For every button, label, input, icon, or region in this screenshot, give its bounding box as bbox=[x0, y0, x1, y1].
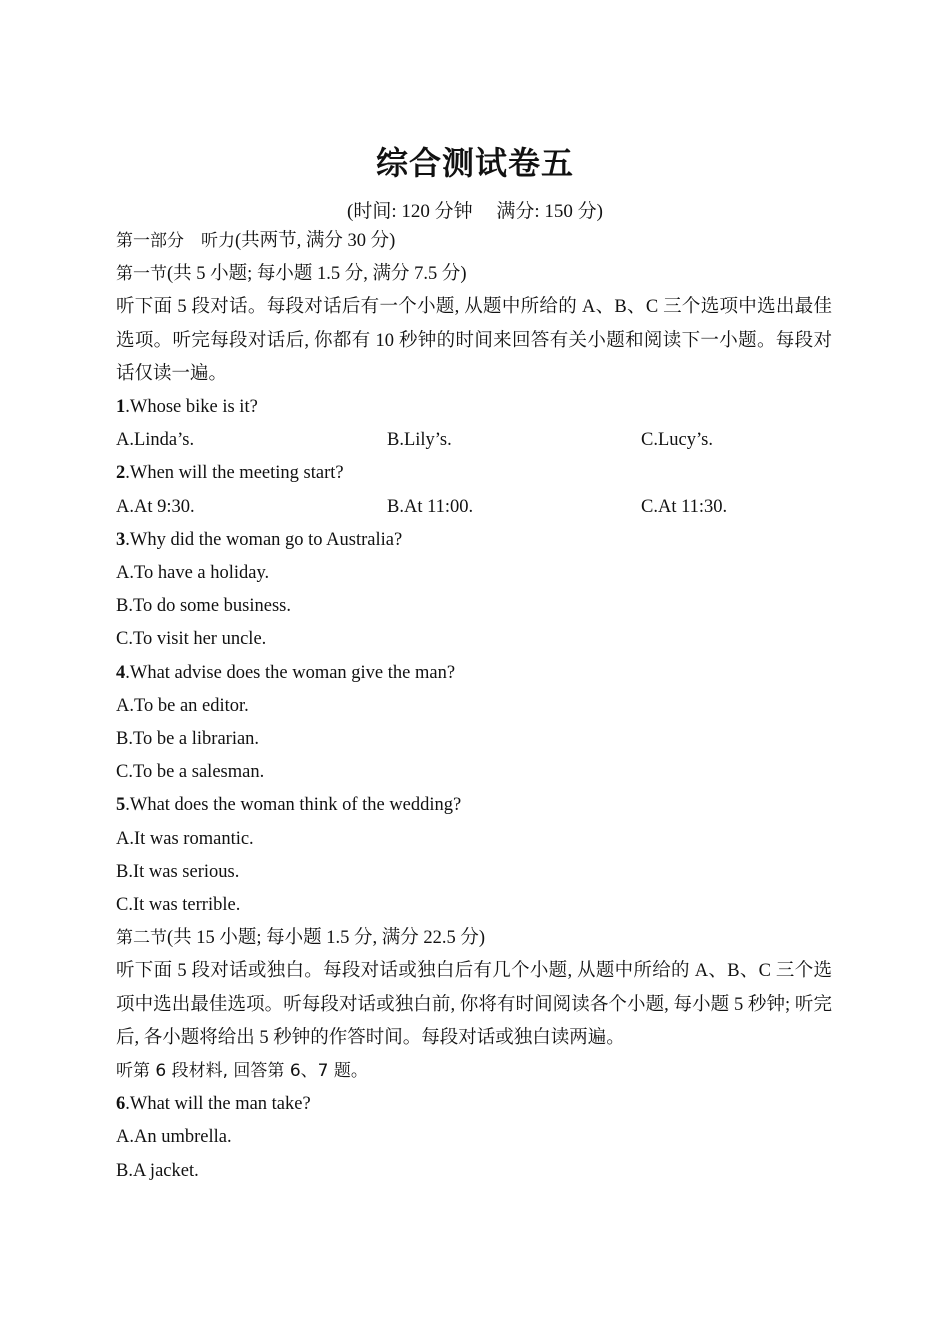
option-b: B.To do some business. bbox=[116, 596, 291, 617]
option-a: A.To be an editor. bbox=[116, 695, 249, 716]
question-3: 3.Why did the woman go to Australia? bbox=[116, 529, 403, 550]
option-a: A.Linda’s. bbox=[116, 430, 195, 451]
section1-instructions: 听下面 5 段对话。每段对话后有一个小题, 从题中所给的 A、B、C 三个选项中选出最佳选项。听完每段对话后, 你都有 10 秒钟的时间来回答有关小题和阅读下一小题。每段对话仅读一遍。 bbox=[116, 297, 832, 384]
option-a: A.It was romantic. bbox=[116, 828, 254, 849]
question-2: 2.When will the meeting start? bbox=[116, 463, 344, 484]
page-title: 综合测试卷五 bbox=[375, 144, 574, 182]
option-b: B.It was serious. bbox=[116, 861, 240, 882]
option-b: B.At 11:00. bbox=[387, 496, 474, 517]
option-c: C.To be a salesman. bbox=[116, 762, 265, 783]
option-c: C.At 11:30. bbox=[641, 496, 728, 517]
section1-heading: 第一节(共 5 小题; 每小题 1.5 分, 满分 7.5 分) bbox=[116, 264, 467, 285]
question-6: 6.What will the man take? bbox=[116, 1094, 311, 1115]
option-b: B.A jacket. bbox=[116, 1160, 199, 1181]
option-b: B.Lily’s. bbox=[387, 430, 452, 451]
exam-subtitle: (时间: 120 分钟 满分: 150 分) bbox=[347, 201, 603, 222]
question-4: 4.What advise does the woman give the man? bbox=[116, 662, 456, 683]
option-a: A.At 9:30. bbox=[116, 496, 195, 517]
option-c: C.Lucy’s. bbox=[641, 430, 713, 451]
option-c: C.To visit her uncle. bbox=[116, 629, 267, 650]
section2-instructions: 听下面 5 段对话或独白。每段对话或独白后有几个小题, 从题中所给的 A、B、C 三个选项中选出最佳选项。听每段对话或独白前, 你将有时间阅读各个小题, 每小题 5 秒钟; 听完后, 各小题将给出 5 秒钟的作答时间。每段对话或独白读两遍。 bbox=[116, 961, 832, 1048]
material-6-heading: 听第 6 段材料, 回答第 6、7 题。 bbox=[116, 1061, 368, 1082]
question-2-options bbox=[116, 491, 832, 524]
question-5: 5.What does the woman think of the wedding? bbox=[116, 795, 462, 816]
exam-content bbox=[116, 225, 832, 1188]
option-b: B.To be a librarian. bbox=[116, 729, 260, 750]
section2-heading: 第二节(共 15 小题; 每小题 1.5 分, 满分 22.5 分) bbox=[116, 928, 486, 949]
option-a: A.To have a holiday. bbox=[116, 563, 270, 584]
part1-heading: 第一部分 听力(共两节, 满分 30 分) bbox=[116, 231, 396, 251]
question-1-options bbox=[116, 424, 832, 457]
option-a: A.An umbrella. bbox=[116, 1127, 232, 1148]
question-1: 1.Whose bike is it? bbox=[116, 397, 258, 418]
option-c: C.It was terrible. bbox=[116, 895, 241, 916]
